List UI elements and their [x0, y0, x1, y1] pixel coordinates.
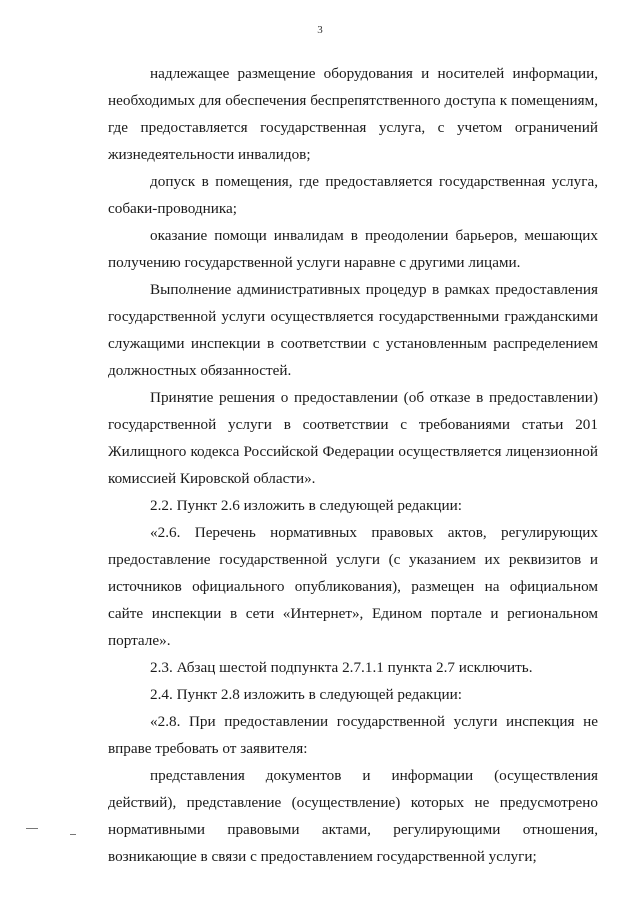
- scan-speck: [70, 834, 76, 835]
- paragraph-administrative-procedures: Выполнение административных процедур в рамках предоставления государственной услуги осуществляется государственными гражданскими служащими инспекции в соответствии с установленным распределением должностных обязанностей.: [108, 281, 598, 379]
- paragraph-clause-2-6: «2.6. Перечень нормативных правовых актов, регулирующих предоставление государственной услуги (с указанием их реквизитов и источников официального опубликования), размещен на официальном сайте инспекции в сети «Интернет», Едином портале и региональном портале».: [108, 524, 598, 649]
- paragraph-clause-2-8: «2.8. При предоставлении государственной услуги инспекция не вправе требовать от заявителя:: [108, 713, 598, 757]
- paragraph-item-2-3: 2.3. Абзац шестой подпункта 2.7.1.1 пункта 2.7 исключить.: [150, 659, 533, 676]
- paragraph-item-2-4: 2.4. Пункт 2.8 изложить в следующей редакции:: [150, 686, 463, 703]
- scan-speck: [26, 828, 38, 829]
- paragraph-equipment-placement: надлежащее размещение оборудования и носителей информации, необходимых для обеспечения беспрепятственного доступа к помещениям, где предоставляется государственная услуга, с учетом ограничений жизнедеятельности инвалидов;: [108, 65, 598, 163]
- paragraph-guide-dog-admission: допуск в помещения, где предоставляется государственная услуга, собаки-проводника;: [108, 173, 598, 217]
- paragraph-documents-requirement: представления документов и информации (осуществления действий), представление (осуществление) которых не предусмотрено нормативными правовыми актами, регулирующими отношения, возникающие в связи с предоставлением государственной услуги;: [108, 767, 598, 865]
- page-number: 3: [317, 24, 323, 36]
- paragraph-item-2-2: 2.2. Пункт 2.6 изложить в следующей редакции:: [150, 497, 463, 514]
- paragraph-licensing-decision: Принятие решения о предоставлении (об отказе в предоставлении) государственной услуги в соответствии с требованиями статьи 201 Жилищного кодекса Российской Федерации осуществляется лицензионной комиссией Кировской области».: [108, 389, 598, 487]
- paragraph-barrier-assistance: оказание помощи инвалидам в преодолении барьеров, мешающих получению государственной услуги наравне с другими лицами.: [108, 227, 598, 271]
- document-body: [108, 60, 598, 870]
